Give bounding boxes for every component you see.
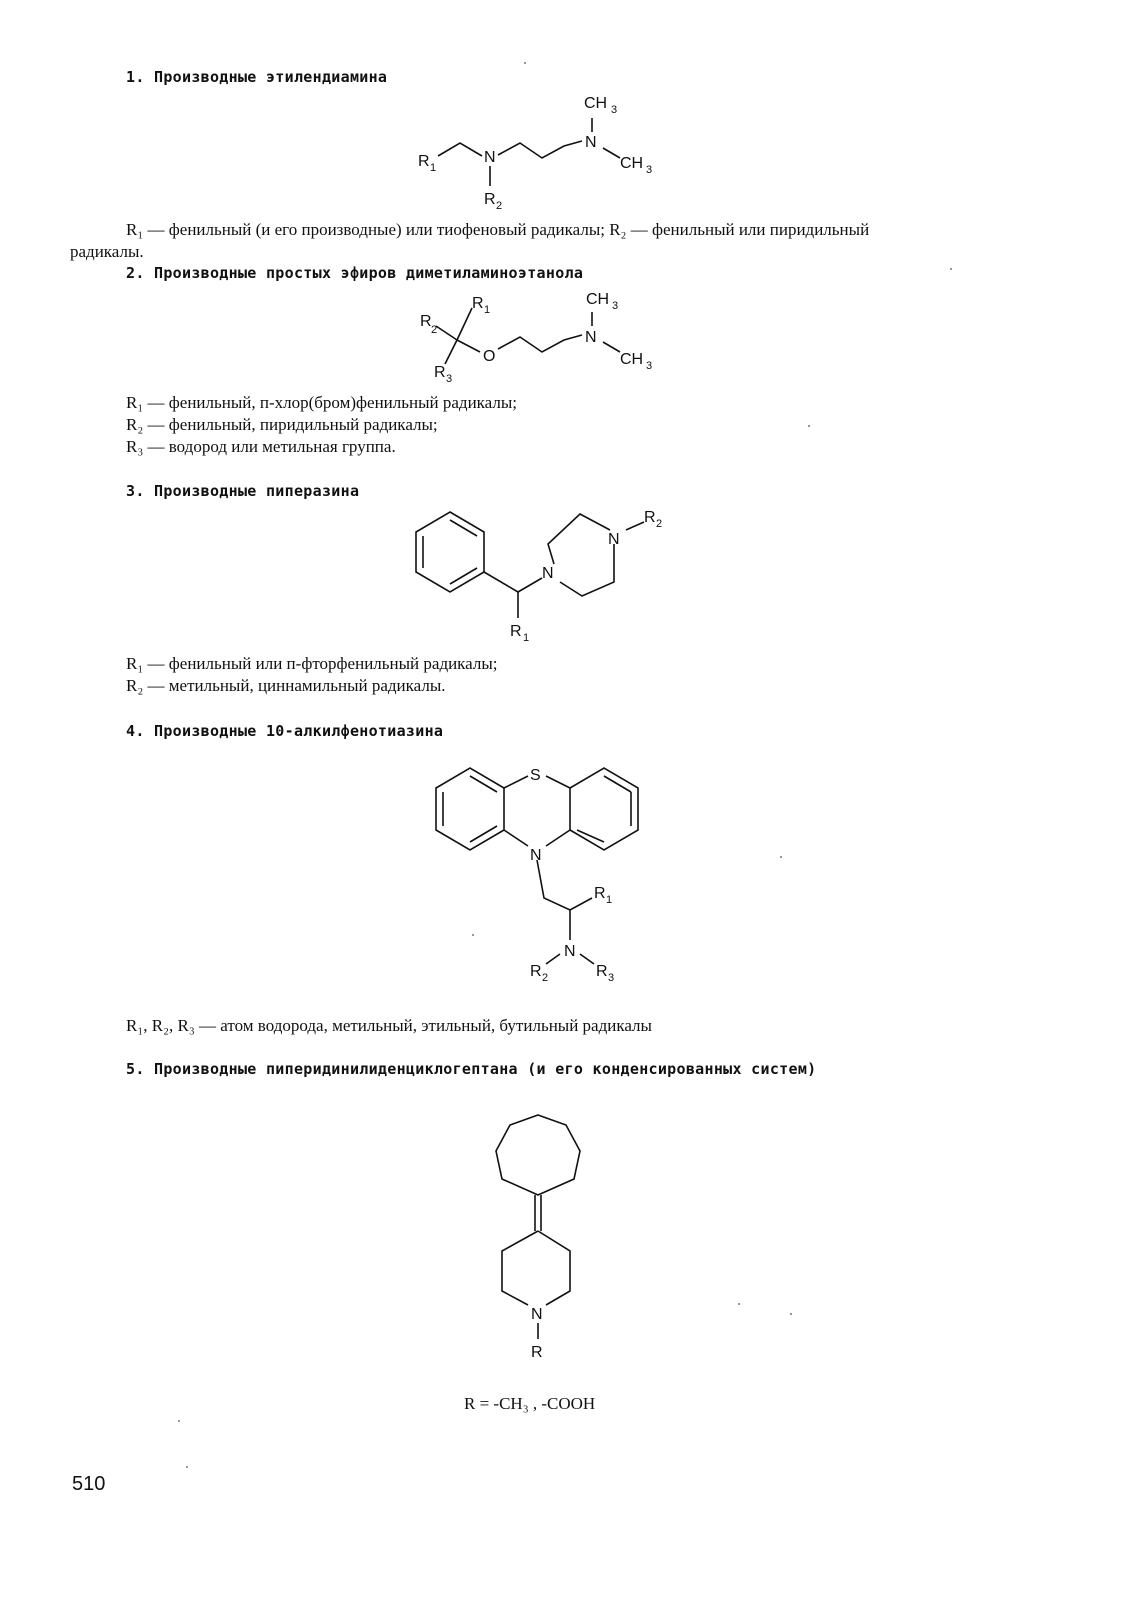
label-ch3-right-sub: 3 — [646, 164, 653, 176]
label-r2: R — [420, 313, 432, 330]
desc-line: R₂ — фенильный, пиридильный радикалы; — [126, 415, 438, 434]
phenothiazine-structure — [420, 758, 660, 988]
label-r2-sub: 2 — [431, 324, 438, 336]
section-4-description — [126, 1015, 652, 1037]
label-r: R — [531, 1344, 543, 1361]
label-r3-sub: 3 — [608, 972, 615, 984]
desc-line: R₁ — фенильный (и его производные) или тиофеновый радикалы; R₂ — фенильный или пиридильный — [126, 220, 870, 239]
label-ch3-right: CH — [620, 351, 644, 368]
section-1-description — [70, 219, 1010, 263]
label-o: O — [483, 348, 496, 365]
scan-speck — [790, 1313, 792, 1315]
scan-speck — [808, 425, 810, 427]
label-r1-sub: 1 — [430, 162, 437, 174]
ethylenediamine-structure — [400, 88, 680, 218]
label-r2-sub: 2 — [656, 518, 663, 530]
section-2-description — [126, 392, 517, 458]
label-ch3-right-sub: 3 — [646, 360, 653, 372]
desc-line: радикалы. — [70, 242, 144, 261]
label-ch3-top-sub: 3 — [612, 300, 619, 312]
desc-line: R₁ — фенильный или п-фторфенильный радикалы; — [126, 654, 498, 673]
label-n: N — [531, 1306, 543, 1323]
aminoethanol-ether-structure — [400, 282, 680, 392]
scan-speck — [524, 62, 526, 64]
label-n-top: N — [608, 531, 620, 548]
section-3-description — [126, 653, 498, 697]
label-ch3-top: CH — [586, 291, 610, 308]
piperazine-structure — [400, 500, 700, 650]
desc-line: R₃ — водород или метильная группа. — [126, 437, 396, 456]
scan-speck — [738, 1303, 740, 1305]
label-r1: R — [594, 885, 606, 902]
label-n-bottom: N — [542, 565, 554, 582]
scan-speck — [186, 1466, 188, 1468]
label-r1: R — [510, 623, 522, 640]
label-n-ring: N — [530, 847, 542, 864]
desc-line: R₁ — фенильный, п-хлор(бром)фенильный радикалы; — [126, 393, 517, 412]
label-r3: R — [434, 364, 446, 381]
label-n-amine: N — [564, 943, 576, 960]
piperidinylidenecycloheptane-structure — [480, 1095, 600, 1375]
label-r3-sub: 3 — [446, 373, 453, 385]
label-r2-sub: 2 — [496, 200, 503, 212]
section-5-formula: R = -CH₃ , -COOH — [464, 1394, 596, 1413]
label-r2: R — [644, 509, 656, 526]
label-n2: N — [585, 134, 597, 151]
label-s: S — [530, 767, 541, 784]
label-r1-sub: 1 — [606, 894, 613, 906]
desc-line: R₁, R₂, R₃ — атом водорода, метильный, этильный, бутильный радикалы — [126, 1016, 652, 1035]
scan-speck — [950, 268, 952, 270]
label-r2-sub: 2 — [542, 972, 549, 984]
label-r1: R — [418, 153, 430, 170]
label-ch3-right: CH — [620, 155, 644, 172]
label-r2: R — [530, 963, 542, 980]
section-3-heading: 3. Производные пиперазина — [126, 482, 360, 500]
section-1-heading: 1. Производные этилендиамина — [126, 68, 388, 86]
label-n: N — [585, 329, 597, 346]
label-ch3-top-sub: 3 — [611, 104, 618, 116]
scan-speck — [178, 1420, 180, 1422]
page-number: 510 — [72, 1473, 106, 1495]
scan-speck — [472, 934, 474, 936]
label-r1: R — [472, 295, 484, 312]
label-r1-sub: 1 — [484, 304, 491, 316]
scan-speck — [780, 856, 782, 858]
label-r3: R — [596, 963, 608, 980]
desc-line: R₂ — метильный, циннамильный радикалы. — [126, 676, 446, 695]
label-r1-sub: 1 — [523, 632, 530, 644]
section-5-heading: 5. Производные пиперидинилиденциклогептана (и его конденсированных систем) — [126, 1060, 817, 1078]
label-ch3-top: CH — [584, 95, 608, 112]
label-n1: N — [484, 149, 496, 166]
section-2-heading: 2. Производные простых эфиров диметиламиноэтанола — [126, 264, 584, 282]
section-4-heading: 4. Производные 10-алкилфенотиазина — [126, 722, 444, 740]
label-r2: R — [484, 191, 496, 208]
